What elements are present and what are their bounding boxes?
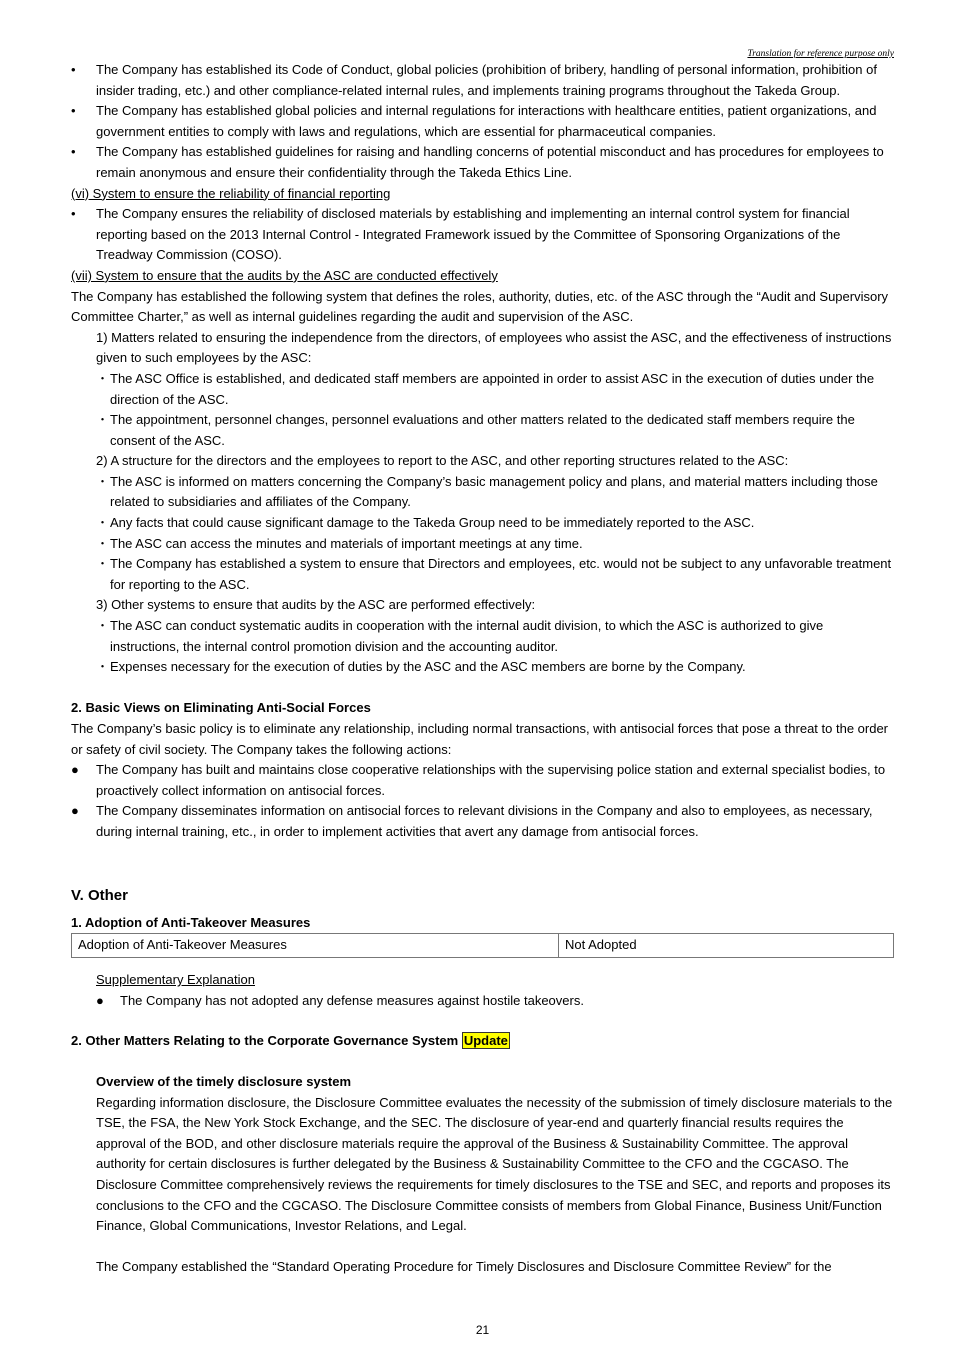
bullet-mark: • [71, 206, 76, 222]
section-vii-heading: (vii) System to ensure that the audits by the ASC are conducted effectively [71, 267, 498, 283]
antisocial-bullet: ● The Company disseminates information on antisocial forces to relevant divisions in the Company and also to employees, as necessary, during internal training, etc., in order to implement activities that avert any damage from antisocial forces. [71, 803, 873, 839]
vii-item-2: 2) A structure for the directors and the employees to report to the ASC, and other reporting structures related to the ASC: [96, 453, 789, 469]
page-number: 21 [475, 1323, 490, 1337]
vii-item-3: 3) Other systems to ensure that audits by the ASC are performed effectively: [96, 597, 536, 613]
takeover-table [71, 933, 894, 958]
section-vi-heading: (vi) System to ensure the reliability of financial reporting [71, 185, 391, 201]
vii-item-2-bullet: ・ The Company has established a system to ensure that Directors and employees, etc. would not be subject to any unfavorable treatment for reporting to the ASC. [96, 556, 892, 592]
vii-item-2-bullet: ・ The ASC is informed on matters concerning the Company’s basic management policy and plans, and material matters including those related to subsidiaries and affiliates of the Company. [96, 473, 878, 510]
timely-disclosure-heading: Overview of the timely disclosure system [96, 1073, 352, 1089]
supplementary-heading: Supplementary Explanation [96, 972, 255, 988]
vii-item-1-bullet: ・ The ASC Office is established, and dedicated staff members are appointed in order to assist ASC in the execution of duties under the direction of the ASC. [96, 370, 875, 407]
bullet-mark: ● [96, 992, 104, 1008]
compliance-bullet: • The Company has established guidelines for raising and handling concerns of potential misconduct and has procedures for employees to remain anonymous and ensure their confidentiality through the Takeda Ethics Line. [71, 144, 884, 180]
header-note: Translation for reference purpose only [747, 49, 894, 59]
document-body [71, 60, 894, 1277]
bullet-mark: ● [71, 803, 79, 819]
vii-item-1: 1) Matters related to ensuring the independence from the directors, of employees who assist the ASC, and the effectiveness of instructions given to such employees by the ASC: [96, 329, 892, 366]
timely-disclosure-para-2: The Company established the “Standard Operating Procedure for Timely Disclosures and Disclosure Committee Review” for the [96, 1258, 832, 1274]
section-v-heading: V. Other [71, 886, 128, 904]
antisocial-intro: The Company’s basic policy is to eliminate any relationship, including normal transactions, with antisocial forces that pose a threat to the order or safety of civil society. The Company takes the following actions: [71, 721, 889, 757]
takeover-heading: 1. Adoption of Anti-Takeover Measures [71, 914, 311, 930]
antisocial-bullet: ● The Company has built and maintains close cooperative relationships with the supervising police station and external specialist bodies, to proactively collect information on antisocial forces. [71, 762, 886, 798]
supplementary-bullet: ● The Company has not adopted any defense measures against hostile takeovers. [71, 991, 894, 1012]
compliance-bullet: • The Company has established its Code of Conduct, global policies (prohibition of bribery, handling of personal information, prohibition of insider trading, etc.) and other compliance-related internal rules, and implements training programs throughout the Takeda Group. [71, 62, 877, 98]
table-row [72, 934, 894, 958]
timely-disclosure-para-1: Regarding information disclosure, the Disclosure Committee evaluates the necessity of the submission of timely disclosure materials to the TSE, the FSA, the New York Stock Exchange, and the SEC. The disclosure of year-end and quarterly financial results requires the approval of the BOD, and other disclosure materials require the approval of the Business & Sustainability Committee. The approval authority for certain disclosures is further delegated by the Business & Sustainability Committee to the CFO and the CGCASO. The Disclosure Committee comprehensively reviews the requirements for timely disclosures to the TSE and SEC, and reports and proposes its conclusions to the CFO and the CGCASO. The Disclosure Committee consists of members from Global Finance, Business Unit/Function Finance, Global Communications, Investor Relations, and Legal. [96, 1094, 893, 1234]
bullet-mark: ● [71, 762, 79, 778]
bullet-mark: • [71, 62, 76, 77]
vii-item-3-bullet: ・ The ASC can conduct systematic audits in cooperation with the internal audit division, to which the ASC is authorized to give instructions, the internal control promotion division and the accounting auditor. [96, 618, 824, 654]
vii-item-1-bullet: ・ The appointment, personnel changes, personnel evaluations and other matters related to the dedicated staff members require the consent of the ASC. [96, 412, 855, 448]
vii-item-2-bullet: ・ The ASC can access the minutes and materials of important meetings at any time. [96, 535, 583, 551]
antisocial-heading: 2. Basic Views on Eliminating Anti-Social Forces [71, 700, 371, 716]
vii-item-3-bullet: ・ Expenses necessary for the execution of duties by the ASC and the ASC members are borne by the Company. [96, 659, 746, 675]
other-matters-heading: 2. Other Matters Relating to the Corporate Governance System Update [71, 1033, 508, 1049]
update-badge: Update [463, 1033, 508, 1049]
bullet-mark: • [71, 144, 76, 160]
takeover-label-cell: Adoption of Anti-Takeover Measures [72, 934, 559, 958]
vii-item-2-bullet: ・ Any facts that could cause significant damage to the Takeda Group need to be immediately reported to the ASC. [96, 515, 755, 531]
section-vii-intro: The Company has established the following system that defines the roles, authority, duties, etc. of the ASC through the “Audit and Supervisory Committee Charter,” as well as internal guidelines regarding the audit and supervision of the ASC. [71, 288, 889, 325]
bullet-mark: • [71, 103, 76, 119]
section-vi-bullet: • The Company ensures the reliability of disclosed materials by establishing and implementing an internal control system for financial reporting based on the 2013 Internal Control - Integrated Framework issued by the Committee of Sponsoring Organizations of the Treadway Commission (COSO). [71, 206, 850, 263]
takeover-value-cell: Not Adopted [559, 934, 894, 958]
compliance-bullet: • The Company has established global policies and internal regulations for interactions with healthcare entities, patient organizations, and government entities to comply with laws and regulations, which are essential for pharmaceutical companies. [71, 103, 877, 139]
